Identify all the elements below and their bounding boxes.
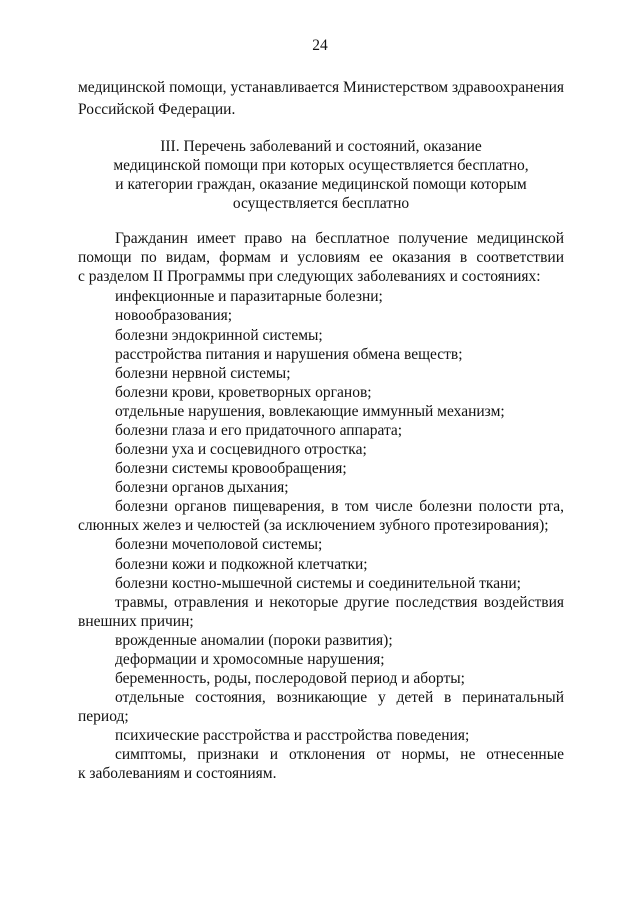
paragraph-line-1: Гражданин имеет право на бесплатное получение медицинской bbox=[115, 230, 564, 247]
list-item: болезни костно-мышечной системы и соединительной ткани; bbox=[115, 575, 521, 592]
list-item-digestive-line-1: болезни органов пищеварения, в том числе болезни полости рта, bbox=[115, 498, 564, 515]
list-item-perinatal-line-1: отдельные состояния, возникающие у детей в перинатальный bbox=[115, 689, 564, 706]
intro-line-2: Российской Федерации. bbox=[78, 101, 236, 118]
list-item-digestive-line-2: слюнных желез и челюстей (за исключением зубного протезирования); bbox=[78, 517, 549, 534]
list-item-trauma-line-1: травмы, отравления и некоторые другие последствия воздействия bbox=[115, 594, 564, 611]
list-item: болезни крови, кроветворных органов; bbox=[115, 384, 372, 401]
list-item: новообразования; bbox=[115, 307, 233, 324]
list-item: деформации и хромосомные нарушения; bbox=[115, 651, 385, 668]
list-item: болезни системы кровообращения; bbox=[115, 460, 347, 477]
list-item: болезни мочеполовой системы; bbox=[115, 536, 323, 553]
list-item: болезни органов дыхания; bbox=[115, 479, 289, 496]
list-item: болезни эндокринной системы; bbox=[115, 327, 323, 344]
page-number: 24 bbox=[312, 37, 328, 54]
list-item: психические расстройства и расстройства поведения; bbox=[115, 727, 470, 744]
list-item: болезни глаза и его придаточного аппарата; bbox=[115, 422, 403, 439]
list-item: инфекционные и паразитарные болезни; bbox=[115, 288, 383, 305]
section-title-line-4: осуществляется бесплатно bbox=[232, 195, 410, 212]
list-item: беременность, роды, послеродовой период и аборты; bbox=[115, 670, 465, 687]
paragraph-line-3: с разделом II Программы при следующих заболеваниях и состояниях: bbox=[78, 268, 541, 285]
intro-line-1: медицинской помощи, устанавливается Министерством здравоохранения bbox=[78, 79, 564, 96]
list-item-trauma-line-2: внешних причин; bbox=[78, 613, 194, 630]
list-item: болезни кожи и подкожной клетчатки; bbox=[115, 556, 368, 573]
list-item-symptoms-line-2: к заболеваниям и состояниям. bbox=[78, 765, 277, 782]
section-title-line-1: III. Перечень заболеваний и состояний, оказание bbox=[160, 138, 482, 155]
list-item: болезни нервной системы; bbox=[115, 365, 291, 382]
list-item: болезни уха и сосцевидного отростка; bbox=[115, 441, 367, 458]
list-item: расстройства питания и нарушения обмена веществ; bbox=[115, 346, 463, 363]
section-title-line-2: медицинской помощи при которых осуществляется бесплатно, bbox=[113, 157, 529, 174]
list-item-symptoms-line-1: симптомы, признаки и отклонения от нормы, не отнесенные bbox=[115, 746, 564, 763]
list-item-perinatal-line-2: период; bbox=[78, 708, 129, 725]
paragraph-line-2: помощи по видам, формам и условиям ее оказания в соответствии bbox=[78, 249, 564, 266]
section-title-line-3: и категории граждан, оказание медицинской помощи которым bbox=[115, 176, 527, 193]
list-item: отдельные нарушения, вовлекающие иммунный механизм; bbox=[115, 403, 505, 420]
list-item: врожденные аномалии (пороки развития); bbox=[115, 632, 393, 649]
